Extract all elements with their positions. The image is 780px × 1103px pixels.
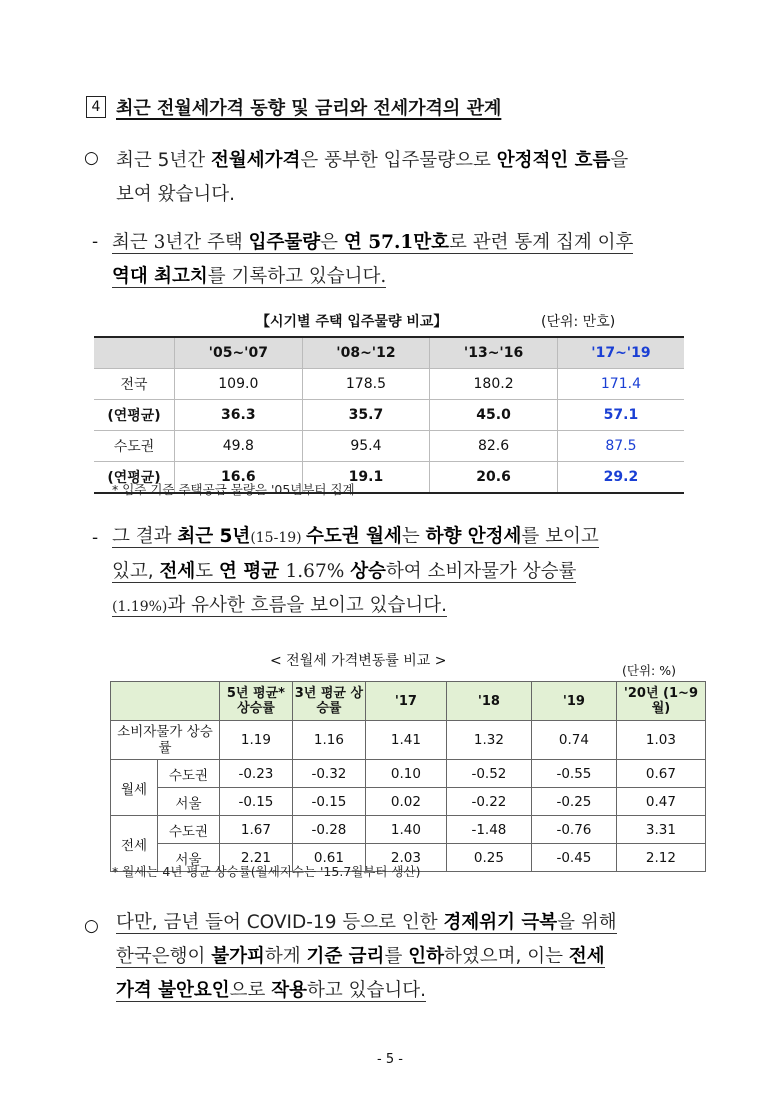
table-row: (연평균) 36.3 35.7 45.0 57.1 (94, 400, 684, 431)
bullet1-paragraph: 최근 5년간 전월세가격은 풍부한 입주물량으로 안정적인 흐름을 보여 왔습니다. (116, 150, 629, 205)
table-row: (연평균) 16.6 19.1 20.6 29.2 (94, 462, 684, 494)
table-row: 수도권 49.8 95.4 82.6 87.5 (94, 431, 684, 462)
circle-bullet-icon: ○ (84, 916, 99, 936)
dash-bullet-icon: - (92, 232, 99, 252)
table2-note: * 월세는 4년 평균 상승률(월세지수는 '15.7월부터 생산) (112, 864, 421, 879)
table-row: 전국 109.0 178.5 180.2 171.4 (94, 369, 684, 400)
rent-change-table (110, 681, 706, 872)
table-row: 월세 수도권 -0.23 -0.32 0.10 -0.52 -0.55 0.67 (111, 760, 706, 788)
table2-unit: (단위: %) (622, 663, 676, 678)
table-header-row: 5년 평균* 상승률 3년 평균 상승률 '17 '18 '19 '20년 (1~9월) (111, 682, 706, 721)
housing-supply-table (94, 336, 684, 494)
circle-bullet-icon: ○ (84, 148, 99, 168)
table1-note: * 입주 기준 주택공급 물량은 '05년부터 집계 (112, 482, 355, 497)
table-row: 서울 -0.15 -0.15 0.02 -0.22 -0.25 0.47 (111, 788, 706, 816)
section-heading (86, 94, 501, 120)
page-number: - 5 - (377, 1052, 403, 1067)
bullet2-paragraph: 다만, 금년 들어 COVID-19 등으로 인한 경제위기 극복을 위해 한국은행이 불가피하게 기준 금리를 인하하였으며, 이는 전세 가격 불안요인으로 작용하고 있습니다. (116, 912, 617, 1001)
table2-title: < 전월세 가격변동률 비교 > (270, 653, 447, 669)
dash-bullet-icon: - (92, 528, 99, 548)
section-number-box: 4 (86, 96, 106, 118)
table1-unit: (단위: 만호) (541, 314, 616, 330)
table1-title: 【시기별 주택 입주물량 비교】 (256, 314, 448, 330)
dash1-paragraph: 최근 3년간 주택 입주물량은 연 57.1만호로 관련 통계 집계 이후 역대 최고치를 기록하고 있습니다. (112, 232, 634, 287)
section-title: 최근 전월세가격 동향 및 금리와 전세가격의 관계 (116, 98, 502, 119)
table-row: 전세 수도권 1.67 -0.28 1.40 -1.48 -0.76 3.31 (111, 816, 706, 844)
table-header-row: '05~'07 '08~'12 '13~'16 '17~'19 (94, 337, 684, 369)
table-row: 소비자물가 상승률 1.19 1.16 1.41 1.32 0.74 1.03 (111, 721, 706, 760)
table-row: 서울 2.21 0.61 2.03 0.25 -0.45 2.12 (111, 844, 706, 872)
dash2-paragraph: 그 결과 최근 5년(15-19) 수도권 월세는 하향 안정세를 보이고 있고, 전세도 연 평균 1.67% 상승하여 소비자물가 상승률 (1.19%)과 유사한 흐름을 보이고 있습니다. (112, 526, 599, 616)
